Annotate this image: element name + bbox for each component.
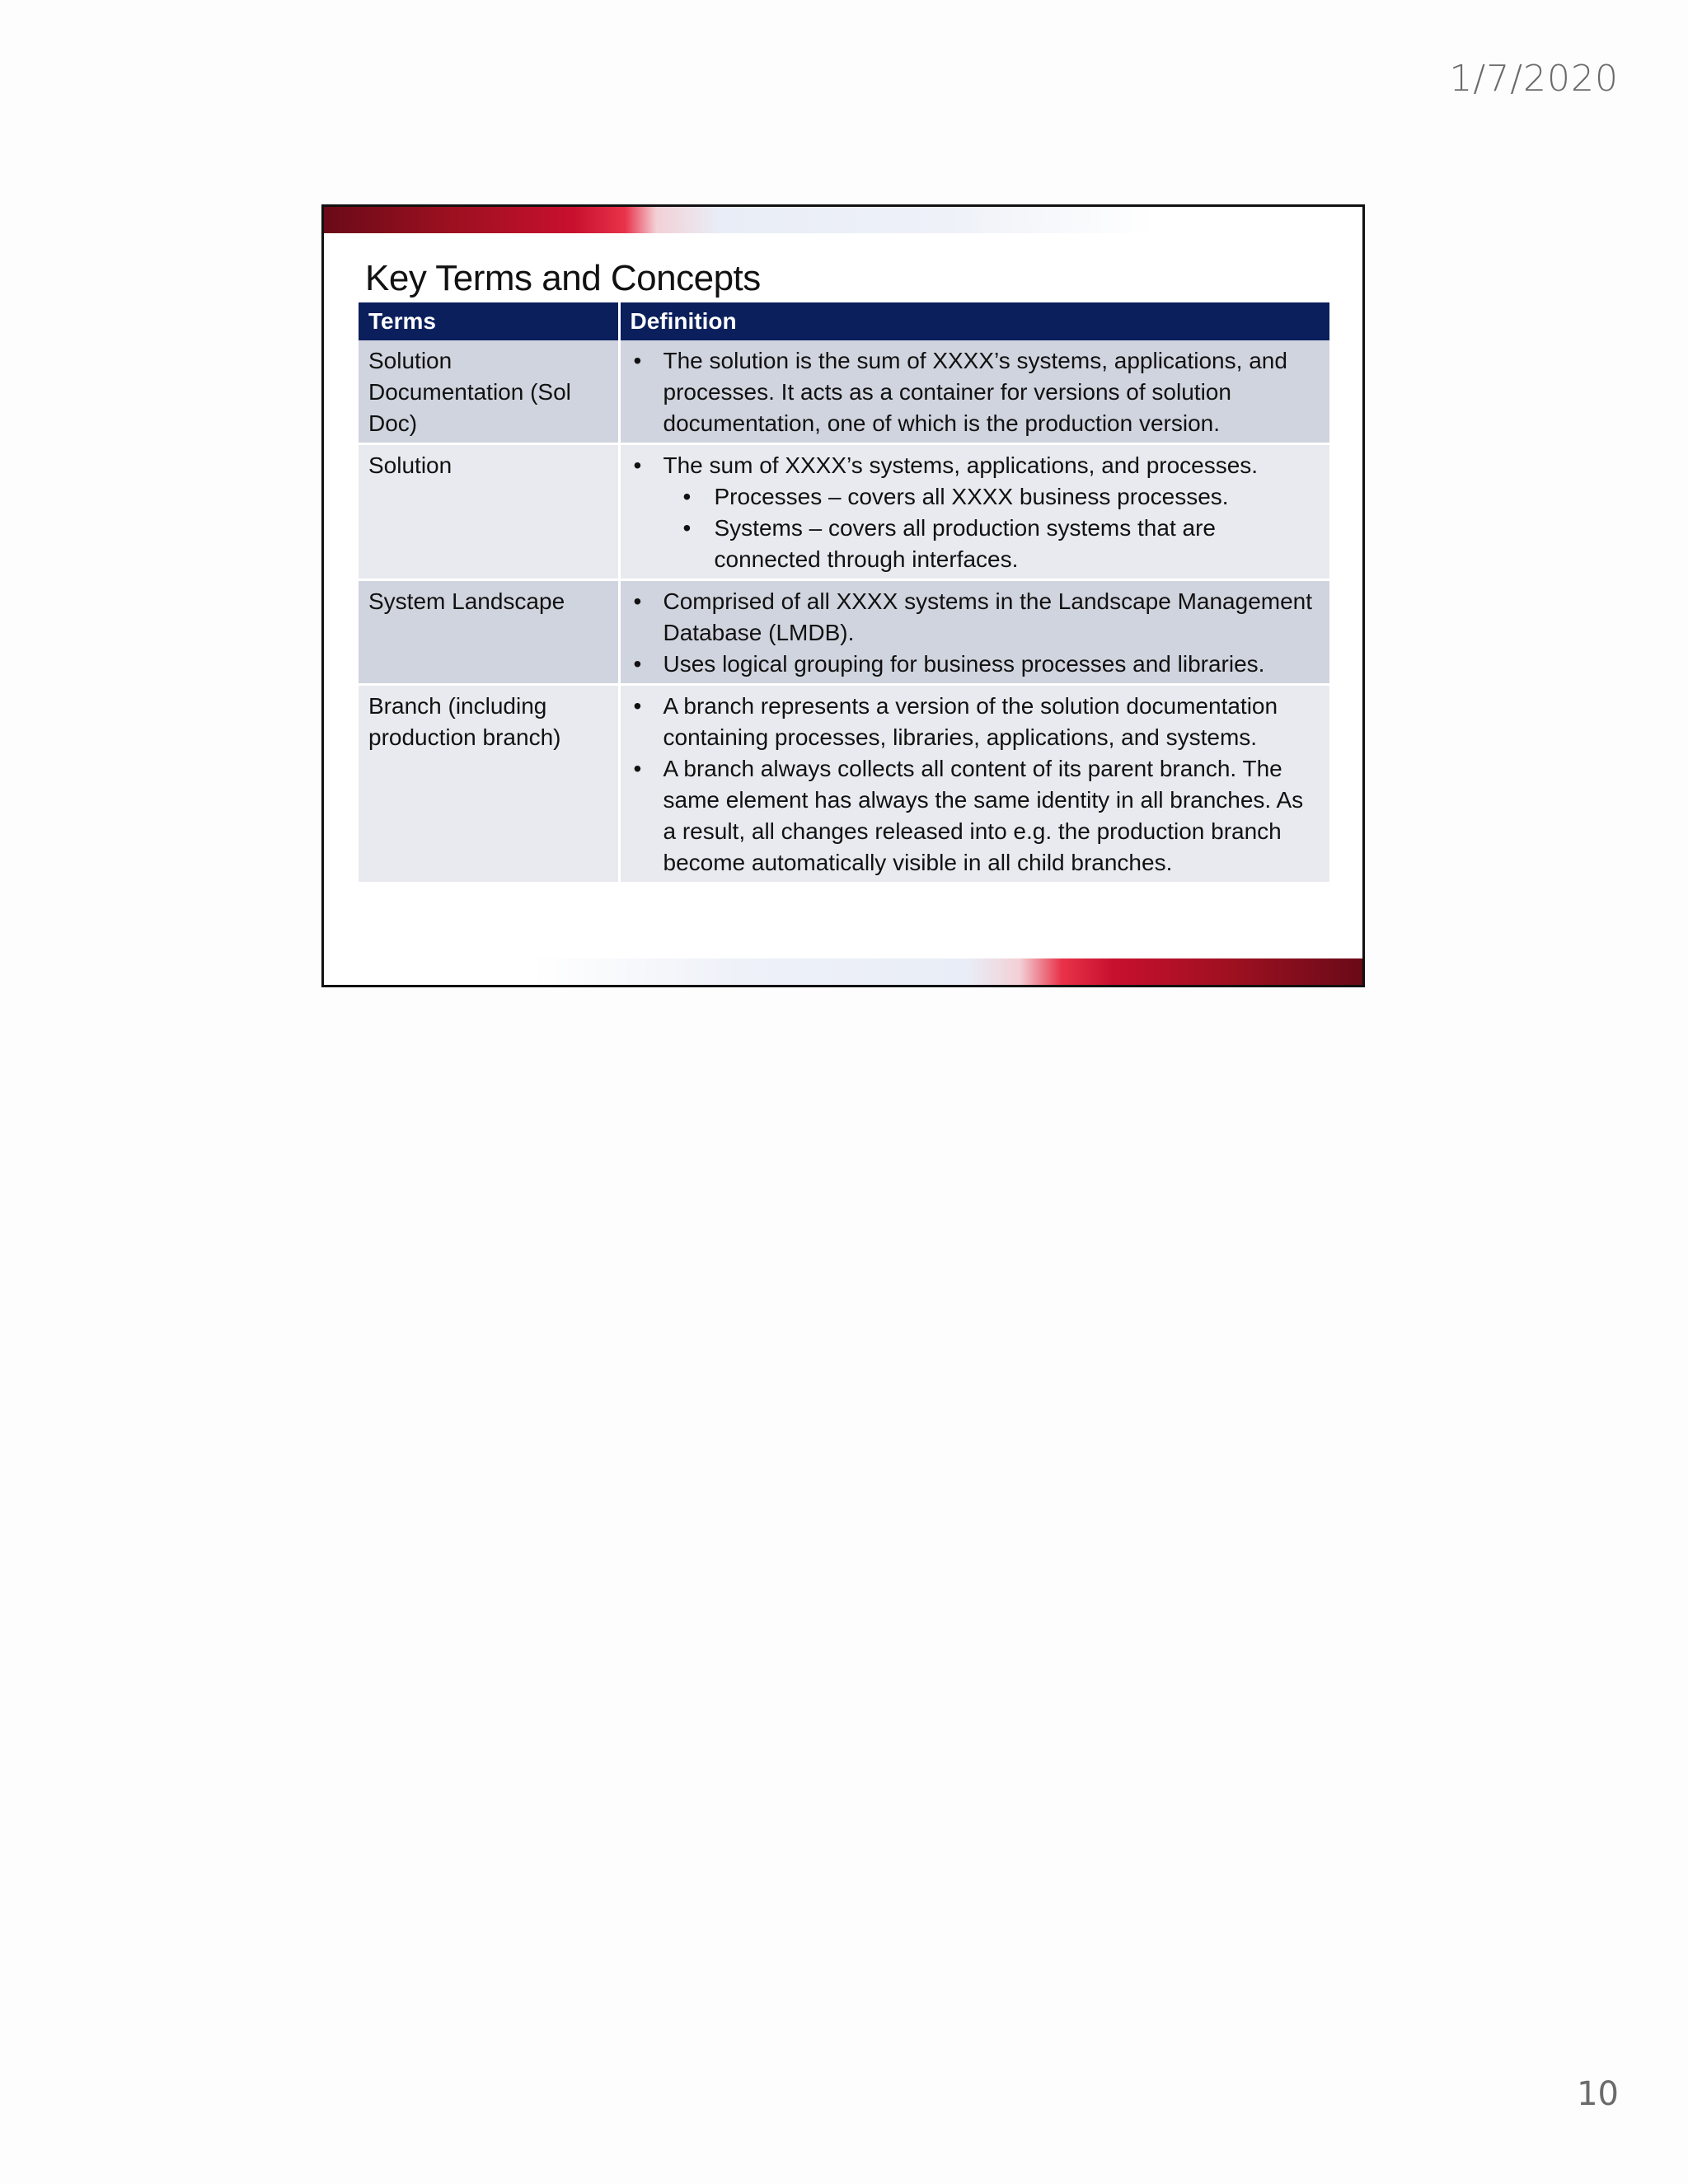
- page-number: 10: [1577, 2075, 1619, 2113]
- definition-bullet: • Comprised of all XXXX systems in the Landscape Management Database (LMDB).: [663, 586, 1320, 649]
- terms-table: [359, 302, 1329, 882]
- definition-bullet: • The solution is the sum of XXXX’s systems, applications, and processes. It acts as a container for versions of solution documentation, one of which is the production version.: [663, 345, 1320, 439]
- definition-cell: [619, 580, 1329, 685]
- definition-list: [631, 345, 1320, 439]
- definition-cell: [619, 685, 1329, 883]
- term-cell: Solution: [359, 444, 619, 580]
- slide-top-gradient-band: [324, 207, 1362, 233]
- term-cell: Branch (including production branch): [359, 685, 619, 883]
- table-row: [359, 580, 1329, 685]
- term-cell: Solution Documentation (Sol Doc): [359, 340, 619, 444]
- slide-title: Key Terms and Concepts: [365, 258, 761, 298]
- slide: [321, 204, 1365, 987]
- definition-cell: [619, 340, 1329, 444]
- definition-list: [631, 586, 1320, 680]
- table-header-row: [359, 302, 1329, 340]
- table-row: [359, 685, 1329, 883]
- slide-bottom-gradient-band: [324, 958, 1362, 985]
- definition-sub-list: [663, 481, 1320, 575]
- term-cell: System Landscape: [359, 580, 619, 685]
- header-terms: Terms: [359, 302, 619, 340]
- definition-bullet: • A branch represents a version of the solution documentation containing processes, libraries, applications, and systems.: [663, 691, 1320, 753]
- page-date: 1/7/2020: [1449, 58, 1619, 100]
- definition-bullet: [663, 450, 1320, 575]
- header-definition: Definition: [619, 302, 1329, 340]
- table-row: [359, 444, 1329, 580]
- definition-bullet: • A branch always collects all content of its parent branch. The same element has always the same identity in all branches. As a result, all changes released into e.g. the production branch become automatically visible in all child branches.: [663, 753, 1320, 879]
- table-row: [359, 340, 1329, 444]
- definition-list: [631, 450, 1320, 575]
- definition-list: [631, 691, 1320, 879]
- definition-bullet-text: The sum of XXXX’s systems, applications, and processes.: [663, 452, 1259, 478]
- definition-sub-bullet: • Systems – covers all production systems that are connected through interfaces.: [715, 513, 1320, 575]
- definition-cell: [619, 444, 1329, 580]
- definition-bullet: • Uses logical grouping for business processes and libraries.: [663, 649, 1320, 680]
- definition-sub-bullet: • Processes – covers all XXXX business processes.: [715, 481, 1320, 513]
